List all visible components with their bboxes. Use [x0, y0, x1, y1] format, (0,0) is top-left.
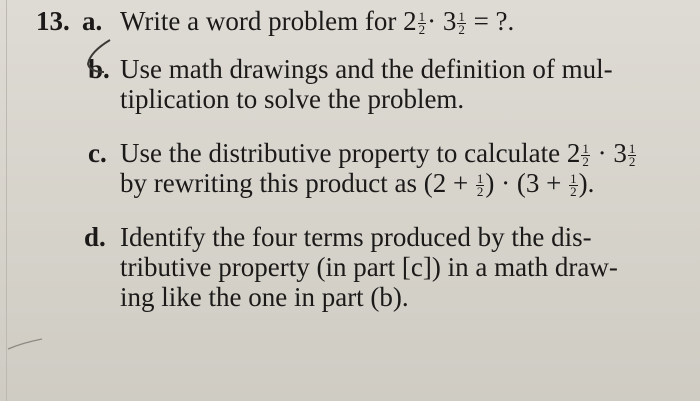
- part-c-text: [120, 138, 637, 198]
- fraction-one-half: $\frac{1}{2}$: [476, 171, 484, 200]
- part-c-label: c.: [88, 138, 107, 168]
- part-d-text: [120, 222, 618, 312]
- part-c-line-1: Use the distributive property to calculate 2 $\frac{1}{2}$ · 3 $\frac{1}{2}$: [120, 138, 636, 170]
- fraction-one-half: $\frac{1}{2}$: [418, 9, 426, 38]
- part-b-line-2: tiplication to solve the problem.: [120, 84, 465, 114]
- fraction-one-half: $\frac{1}{2}$: [628, 141, 636, 170]
- part-c-row: [36, 138, 686, 208]
- fraction-one-half: $\frac{1}{2}$: [570, 171, 577, 200]
- part-c-line-2: by rewriting this product as (2 + $\frac{1}{2}$ ) · (3 + $\frac{1}{2}$ ).: [120, 168, 595, 200]
- part-d-line-3: ing like the one in part (b).: [120, 282, 409, 312]
- part-a-text-3: = ?.: [466, 6, 515, 36]
- part-d-row: [36, 222, 686, 322]
- pencil-stroke-mark: [6, 333, 46, 353]
- problem-number: 13.: [36, 6, 70, 36]
- part-a-text-1: Write a word problem for 2: [120, 6, 417, 36]
- part-d-label: d.: [84, 222, 106, 252]
- part-b-label: b.: [88, 54, 110, 84]
- fraction-one-half: $\frac{1}{2}$: [582, 141, 589, 170]
- part-b-text: [120, 54, 613, 114]
- pencil-curve-mark: [80, 38, 126, 82]
- part-b-row: [36, 54, 686, 124]
- part-d-line-1: Identify the four terms produced by the dis-: [120, 222, 592, 252]
- part-a-text: [120, 6, 514, 36]
- part-d-line-2: tributive property (in part [c]) in a math draw-: [120, 252, 618, 282]
- part-b-line-1: Use math drawings and the definition of mul-: [120, 54, 613, 84]
- fraction-one-half: $\frac{1}{2}$: [458, 9, 465, 38]
- part-a-text-2: · 3: [427, 6, 457, 36]
- part-a-label: a.: [82, 6, 103, 36]
- part-a-row: [36, 6, 686, 40]
